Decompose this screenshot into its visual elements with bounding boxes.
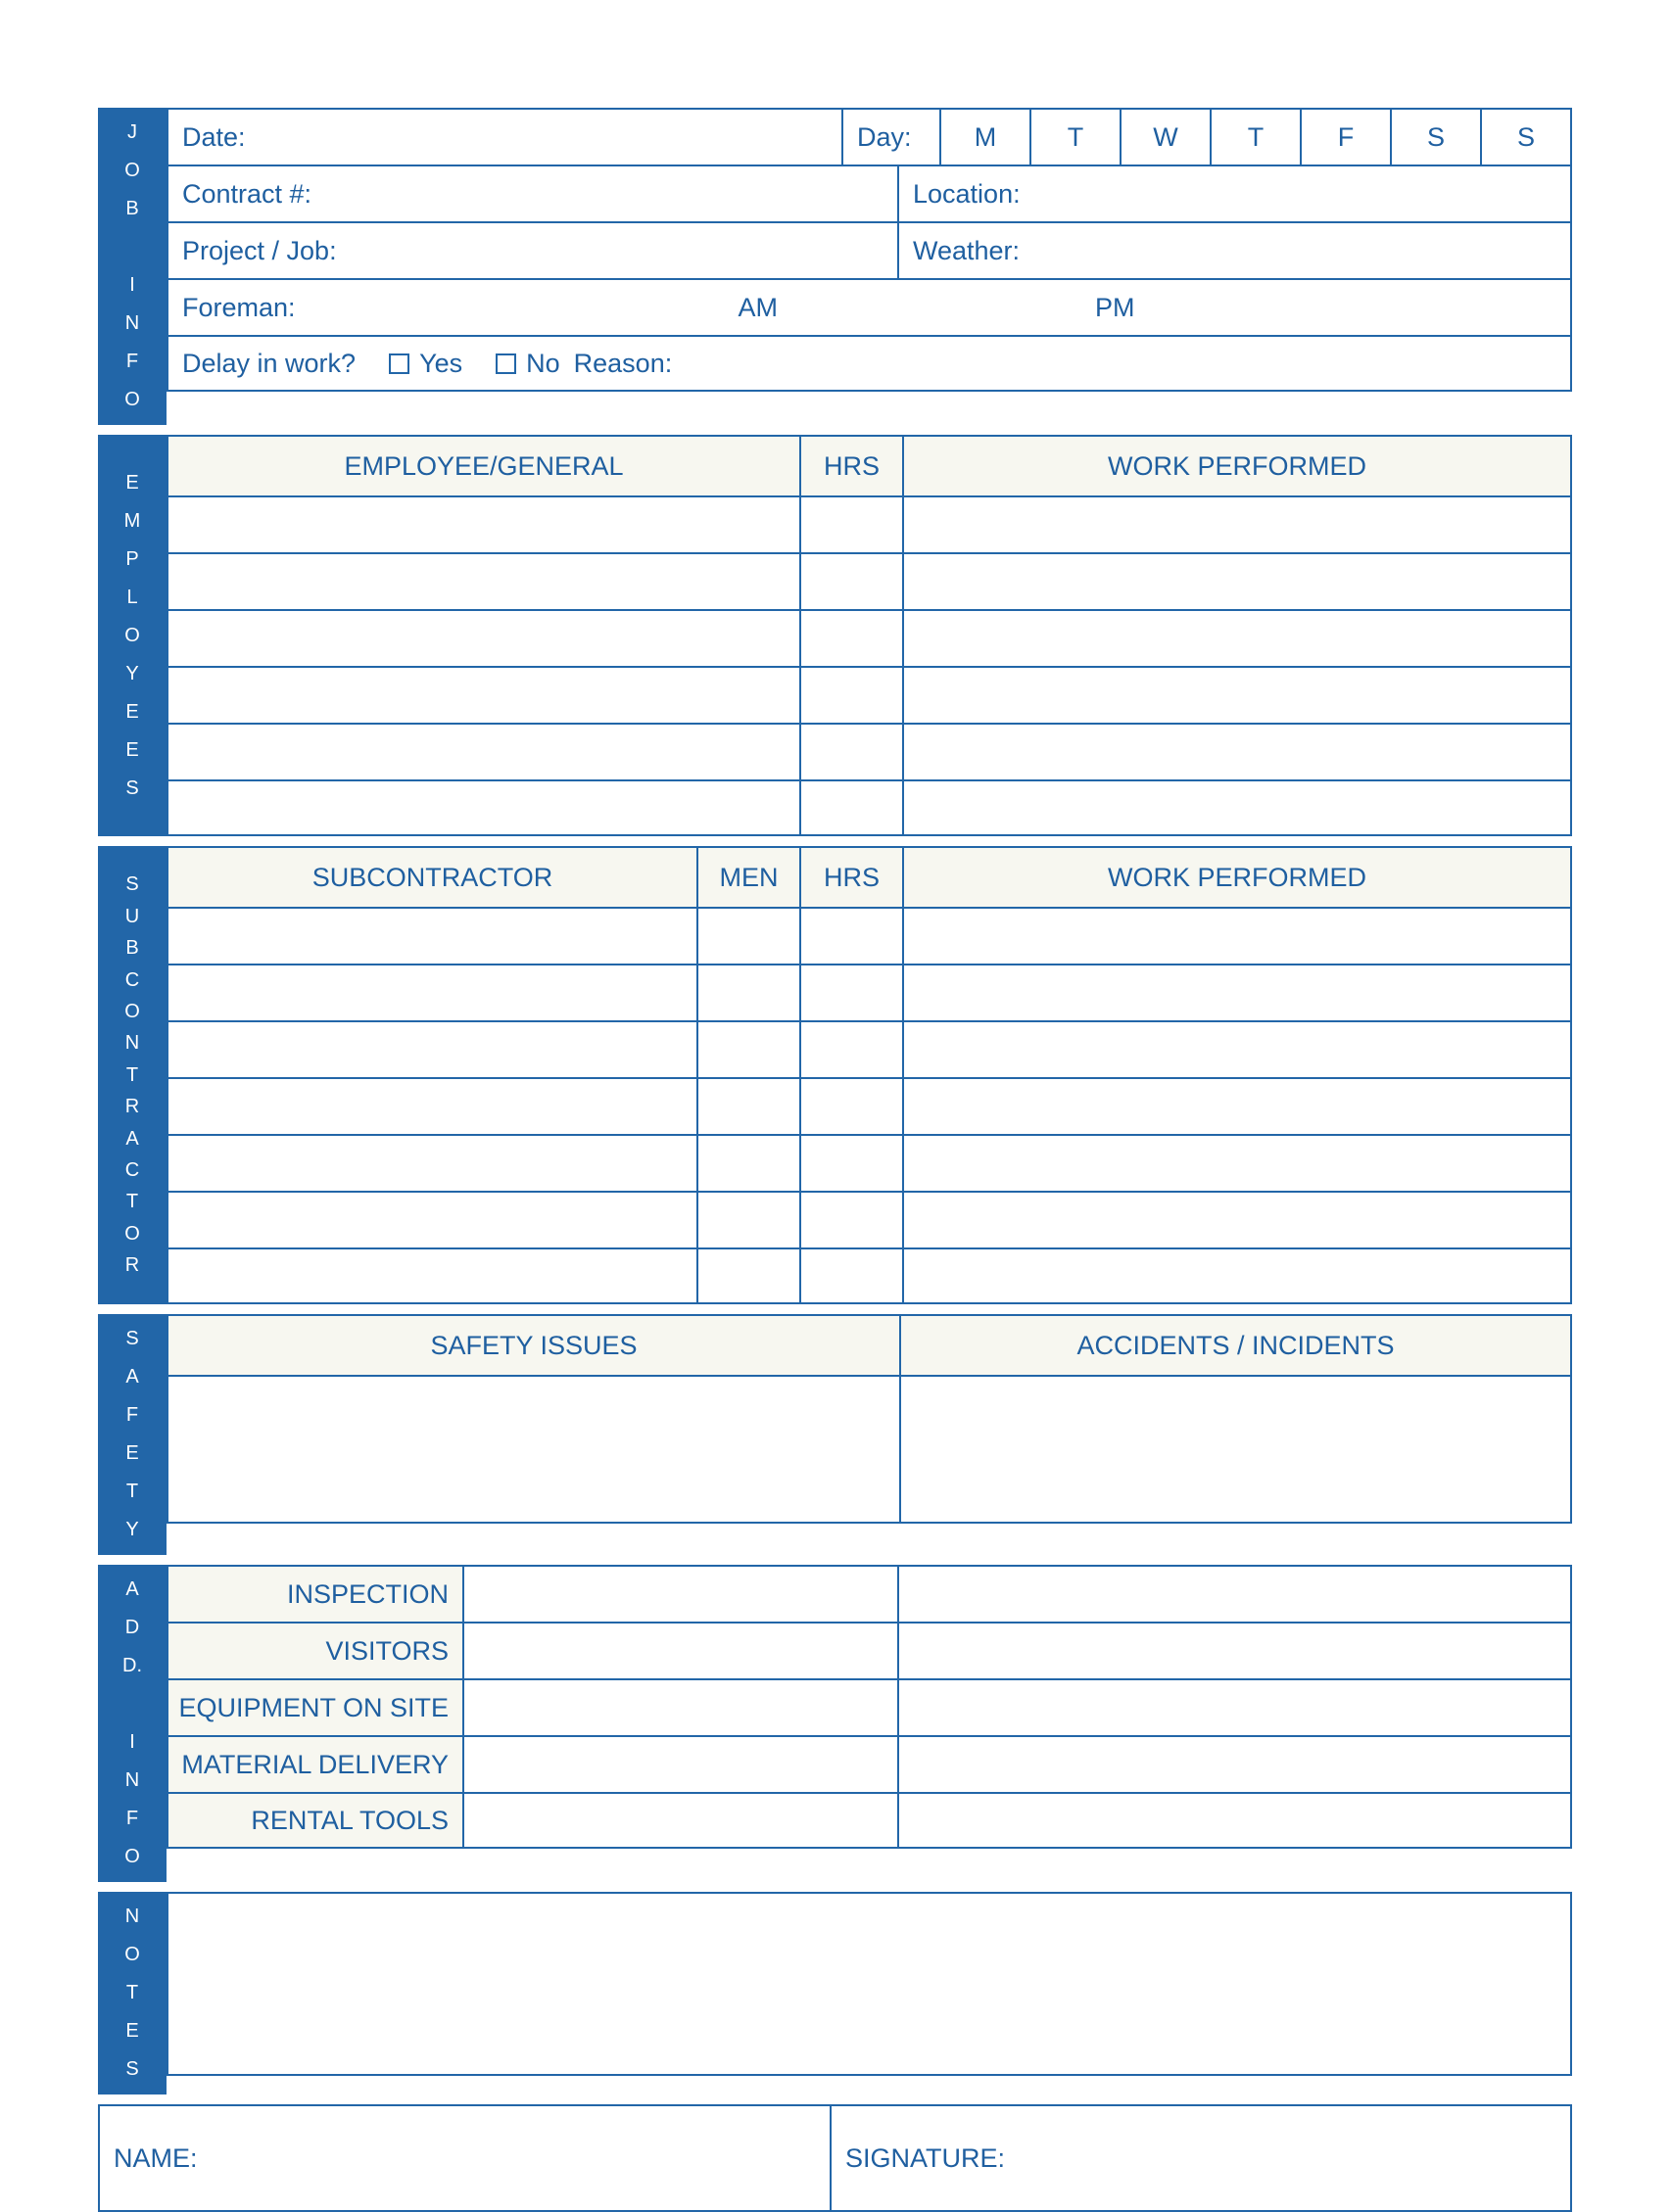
additional-info-tab-letter: N: [124, 1769, 140, 1791]
employees-header-name: EMPLOYEE/GENERAL: [168, 437, 799, 495]
subcontractor-work-input[interactable]: [902, 909, 1570, 964]
employees-tab-letter: M: [123, 509, 141, 532]
safety-issues-input[interactable]: [168, 1377, 899, 1522]
inspection-input-right[interactable]: [897, 1567, 1570, 1622]
employees-tab: [98, 435, 167, 836]
subcontractor-men-input[interactable]: [696, 1136, 799, 1191]
job-info-tab-letter: O: [124, 160, 140, 181]
day-option-saturday[interactable]: [1390, 110, 1480, 165]
table-row: [167, 723, 1572, 779]
date-day-row: [167, 108, 1572, 165]
job-info-tab-letter: J: [127, 121, 137, 143]
job-info-tab-letter: B: [125, 198, 139, 219]
contract-location-row: [167, 165, 1572, 221]
subcontractor-work-input[interactable]: [902, 1079, 1570, 1134]
safety-header-accidents: ACCIDENTS / INCIDENTS: [899, 1316, 1570, 1375]
subcontractor-tab-letter: C: [124, 1158, 140, 1181]
foreman-am-label[interactable]: AM: [738, 292, 779, 322]
notes-tab-letter: S: [125, 2058, 139, 2080]
table-row: [167, 552, 1572, 609]
table-row: [167, 1247, 1572, 1304]
job-info-tab-letter: N: [124, 312, 140, 334]
employees-section: [98, 435, 1572, 836]
job-info-body: [167, 108, 1572, 425]
additional-info-tab-letter: I: [129, 1731, 135, 1753]
job-info-tab-letter: O: [124, 389, 140, 410]
subcontractor-name-input[interactable]: [168, 965, 696, 1020]
subcontractor-tab-letter: O: [124, 1222, 140, 1245]
safety-tab-letter: A: [125, 1366, 139, 1388]
delay-row: [167, 335, 1572, 392]
safety-tab-letter: F: [125, 1404, 139, 1426]
employee-hrs-input[interactable]: [799, 554, 902, 609]
date-label: Date:: [182, 121, 246, 152]
subcontractor-work-input[interactable]: [902, 965, 1570, 1020]
day-letter: M: [974, 121, 997, 152]
date-field[interactable]: [168, 110, 841, 165]
weather-field[interactable]: [897, 223, 1570, 278]
employee-name-input[interactable]: [168, 668, 799, 723]
notes-tab: [98, 1892, 167, 2094]
subcontractor-work-input[interactable]: [902, 1022, 1570, 1077]
name-label: NAME:: [114, 2142, 198, 2173]
subcontractor-name-input[interactable]: [168, 1136, 696, 1191]
foreman-field[interactable]: [168, 280, 1570, 335]
subcontractor-tab-letter: S: [125, 873, 139, 896]
additional-info-tab: [98, 1565, 167, 1882]
table-row: [167, 1134, 1572, 1191]
safety-tab-letter: S: [125, 1328, 139, 1349]
notes-tab-letter: E: [125, 2020, 139, 2042]
table-row: [167, 1191, 1572, 1247]
employees-header-work: WORK PERFORMED: [902, 437, 1570, 495]
subcontractor-name-input[interactable]: [168, 1193, 696, 1247]
checkbox-icon: [389, 353, 409, 374]
employees-tab-letter: Y: [125, 662, 139, 684]
job-info-tab: [98, 108, 167, 425]
notes-input[interactable]: [168, 1894, 1570, 2074]
name-field[interactable]: [100, 2106, 830, 2210]
day-label-cell: [841, 110, 939, 165]
signature-field[interactable]: [830, 2106, 1570, 2210]
subcontractor-men-input[interactable]: [696, 1079, 799, 1134]
delay-field: [168, 337, 1570, 390]
employees-tab-letter: E: [125, 471, 139, 494]
employees-tab-letter: E: [125, 700, 139, 723]
location-label: Location:: [913, 178, 1021, 209]
additional-info-label-rental: RENTAL TOOLS: [168, 1794, 462, 1847]
subcontractor-tab-letter: T: [125, 1063, 139, 1086]
foreman-label: Foreman:: [182, 292, 296, 322]
additional-info-label-visitors: VISITORS: [168, 1624, 462, 1678]
rental-input-right[interactable]: [897, 1794, 1570, 1847]
employees-header-hrs: HRS: [799, 437, 902, 495]
subcontractor-hrs-input[interactable]: [799, 1079, 902, 1134]
day-letter: T: [1247, 121, 1265, 152]
table-row: [167, 779, 1572, 836]
employee-work-input[interactable]: [902, 497, 1570, 552]
subcontractor-tab-letter: U: [124, 905, 140, 927]
employees-tab-letter: P: [125, 547, 139, 570]
foreman-pm-label[interactable]: PM: [1095, 292, 1135, 322]
employee-hrs-input[interactable]: [799, 781, 902, 834]
job-info-tab-letter: [129, 228, 135, 266]
employees-tab-letter: E: [125, 738, 139, 761]
subcontractor-men-input[interactable]: [696, 965, 799, 1020]
day-label: Day:: [857, 121, 912, 152]
day-letter: T: [1067, 121, 1084, 152]
equipment-input-left[interactable]: [462, 1680, 897, 1735]
safety-header-row: [167, 1314, 1572, 1375]
day-option-friday[interactable]: [1300, 110, 1390, 165]
additional-info-section: [98, 1565, 1572, 1882]
subcontractor-work-input[interactable]: [902, 1249, 1570, 1302]
delay-yes-checkbox[interactable]: [389, 349, 419, 379]
subcontractor-header-row: [167, 846, 1572, 907]
employee-work-input[interactable]: [902, 725, 1570, 779]
subcontractor-tab-letter: R: [124, 1096, 140, 1118]
additional-info-tab-letter: O: [124, 1846, 140, 1867]
delay-question-label: Delay in work?: [182, 348, 357, 378]
project-job-field[interactable]: [168, 223, 897, 278]
day-option-monday[interactable]: [939, 110, 1029, 165]
employees-tab-letter: L: [126, 586, 138, 608]
notes-row: [167, 1892, 1572, 2076]
safety-header-issues: SAFETY ISSUES: [168, 1316, 899, 1375]
additional-info-tab-letter: F: [125, 1808, 139, 1829]
table-row: [167, 1735, 1572, 1792]
notes-body: [167, 1892, 1572, 2094]
subcontractor-work-input[interactable]: [902, 1136, 1570, 1191]
subcontractor-hrs-input[interactable]: [799, 965, 902, 1020]
employee-name-input[interactable]: [168, 497, 799, 552]
contract-number-label: Contract #:: [182, 178, 312, 209]
subcontractor-tab-letter: N: [124, 1032, 140, 1055]
employees-tab-letter: S: [125, 777, 139, 799]
signature-footer: [98, 2104, 1572, 2212]
employee-name-input[interactable]: [168, 781, 799, 834]
subcontractor-name-input[interactable]: [168, 1079, 696, 1134]
table-row: [167, 1678, 1572, 1735]
additional-info-label-equipment: EQUIPMENT ON SITE: [168, 1680, 462, 1735]
foreman-row: [167, 278, 1572, 335]
subcontractor-men-input[interactable]: [696, 909, 799, 964]
subcontractor-tab-letter: R: [124, 1254, 140, 1277]
signature-label: SIGNATURE:: [845, 2142, 1006, 2173]
employee-name-input[interactable]: [168, 611, 799, 666]
safety-tab-letter: Y: [125, 1519, 139, 1540]
table-row: [167, 964, 1572, 1020]
employee-hrs-input[interactable]: [799, 611, 902, 666]
location-field[interactable]: [897, 166, 1570, 221]
subcontractor-section: [98, 846, 1572, 1304]
job-info-tab-letter: F: [125, 351, 139, 372]
table-row: [167, 1565, 1572, 1622]
employee-hrs-input[interactable]: [799, 497, 902, 552]
table-row: [167, 1020, 1572, 1077]
employee-hrs-input[interactable]: [799, 668, 902, 723]
subcontractor-tab-letter: A: [125, 1127, 139, 1150]
material-input-left[interactable]: [462, 1737, 897, 1792]
table-row: [167, 1792, 1572, 1849]
safety-table: [167, 1314, 1572, 1555]
delay-yes-label: Yes: [419, 348, 463, 378]
safety-tab-letter: E: [125, 1442, 139, 1464]
subcontractor-tab-letter: C: [124, 968, 140, 991]
safety-tab: [98, 1314, 167, 1555]
delay-no-checkbox[interactable]: [496, 349, 526, 379]
delay-no-label: No: [526, 348, 560, 378]
safety-value-row: [167, 1375, 1572, 1524]
additional-info-tab-letter: [129, 1685, 135, 1723]
equipment-input-right[interactable]: [897, 1680, 1570, 1735]
employee-hrs-input[interactable]: [799, 725, 902, 779]
day-letter: S: [1426, 121, 1445, 152]
subcontractor-name-input[interactable]: [168, 1249, 696, 1302]
table-row: [167, 1622, 1572, 1678]
notes-tab-letter: N: [124, 1906, 140, 1927]
employees-table: [167, 435, 1572, 836]
subcontractor-hrs-input[interactable]: [799, 1022, 902, 1077]
subcontractor-name-input[interactable]: [168, 1022, 696, 1077]
project-job-label: Project / Job:: [182, 235, 337, 265]
project-weather-row: [167, 221, 1572, 278]
subcontractor-tab: [98, 846, 167, 1304]
employees-tab-letter: O: [124, 624, 140, 646]
inspection-input-left[interactable]: [462, 1567, 897, 1622]
subcontractor-name-input[interactable]: [168, 909, 696, 964]
subcontractor-header-name: SUBCONTRACTOR: [168, 848, 696, 907]
subcontractor-hrs-input[interactable]: [799, 909, 902, 964]
visitors-input-left[interactable]: [462, 1624, 897, 1678]
day-letter: S: [1516, 121, 1535, 152]
subcontractor-header-hrs: HRS: [799, 848, 902, 907]
job-info-tab-letter: I: [129, 274, 135, 296]
subcontractor-men-input[interactable]: [696, 1193, 799, 1247]
table-row: [167, 495, 1572, 552]
notes-tab-letter: T: [125, 1982, 139, 2003]
day-option-wednesday[interactable]: [1120, 110, 1210, 165]
subcontractor-hrs-input[interactable]: [799, 1136, 902, 1191]
subcontractor-men-input[interactable]: [696, 1022, 799, 1077]
subcontractor-tab-letter: T: [125, 1191, 139, 1213]
subcontractor-table: [167, 846, 1572, 1304]
additional-info-tab-letter: D: [124, 1617, 140, 1638]
employee-name-input[interactable]: [168, 725, 799, 779]
employee-work-input[interactable]: [902, 781, 1570, 834]
additional-info-tab-letter: A: [125, 1578, 139, 1600]
material-input-right[interactable]: [897, 1737, 1570, 1792]
additional-info-label-inspection: INSPECTION: [168, 1567, 462, 1622]
subcontractor-header-men: MEN: [696, 848, 799, 907]
subcontractor-header-work: WORK PERFORMED: [902, 848, 1570, 907]
day-letter: F: [1337, 121, 1355, 152]
employee-work-input[interactable]: [902, 668, 1570, 723]
subcontractor-tab-letter: O: [124, 1001, 140, 1023]
day-letter: W: [1153, 121, 1178, 152]
checkbox-icon: [496, 353, 516, 374]
day-option-sunday[interactable]: [1480, 110, 1570, 165]
weather-label: Weather:: [913, 235, 1021, 265]
safety-accidents-input[interactable]: [899, 1377, 1570, 1522]
job-info-section: [98, 108, 1572, 425]
safety-section: [98, 1314, 1572, 1555]
contract-number-field[interactable]: [168, 166, 897, 221]
table-row: [167, 907, 1572, 964]
visitors-input-right[interactable]: [897, 1624, 1570, 1678]
subcontractor-work-input[interactable]: [902, 1193, 1570, 1247]
employees-header-row: [167, 435, 1572, 495]
notes-tab-letter: O: [124, 1944, 140, 1965]
delay-reason-label: Reason:: [573, 348, 673, 378]
additional-info-table: [167, 1565, 1572, 1882]
subcontractor-hrs-input[interactable]: [799, 1249, 902, 1302]
employee-name-input[interactable]: [168, 554, 799, 609]
additional-info-tab-letter: D.: [122, 1655, 142, 1676]
employee-work-input[interactable]: [902, 554, 1570, 609]
table-row: [167, 609, 1572, 666]
subcontractor-tab-letter: B: [125, 937, 139, 960]
daily-report-sheet: [98, 108, 1572, 2212]
notes-section: [98, 1892, 1572, 2094]
table-row: [167, 666, 1572, 723]
additional-info-label-material: MATERIAL DELIVERY: [168, 1737, 462, 1792]
subcontractor-men-input[interactable]: [696, 1249, 799, 1302]
safety-tab-letter: T: [125, 1481, 139, 1502]
subcontractor-hrs-input[interactable]: [799, 1193, 902, 1247]
table-row: [167, 1077, 1572, 1134]
day-option-tuesday[interactable]: [1029, 110, 1120, 165]
employee-work-input[interactable]: [902, 611, 1570, 666]
rental-input-left[interactable]: [462, 1794, 897, 1847]
day-option-thursday[interactable]: [1210, 110, 1300, 165]
